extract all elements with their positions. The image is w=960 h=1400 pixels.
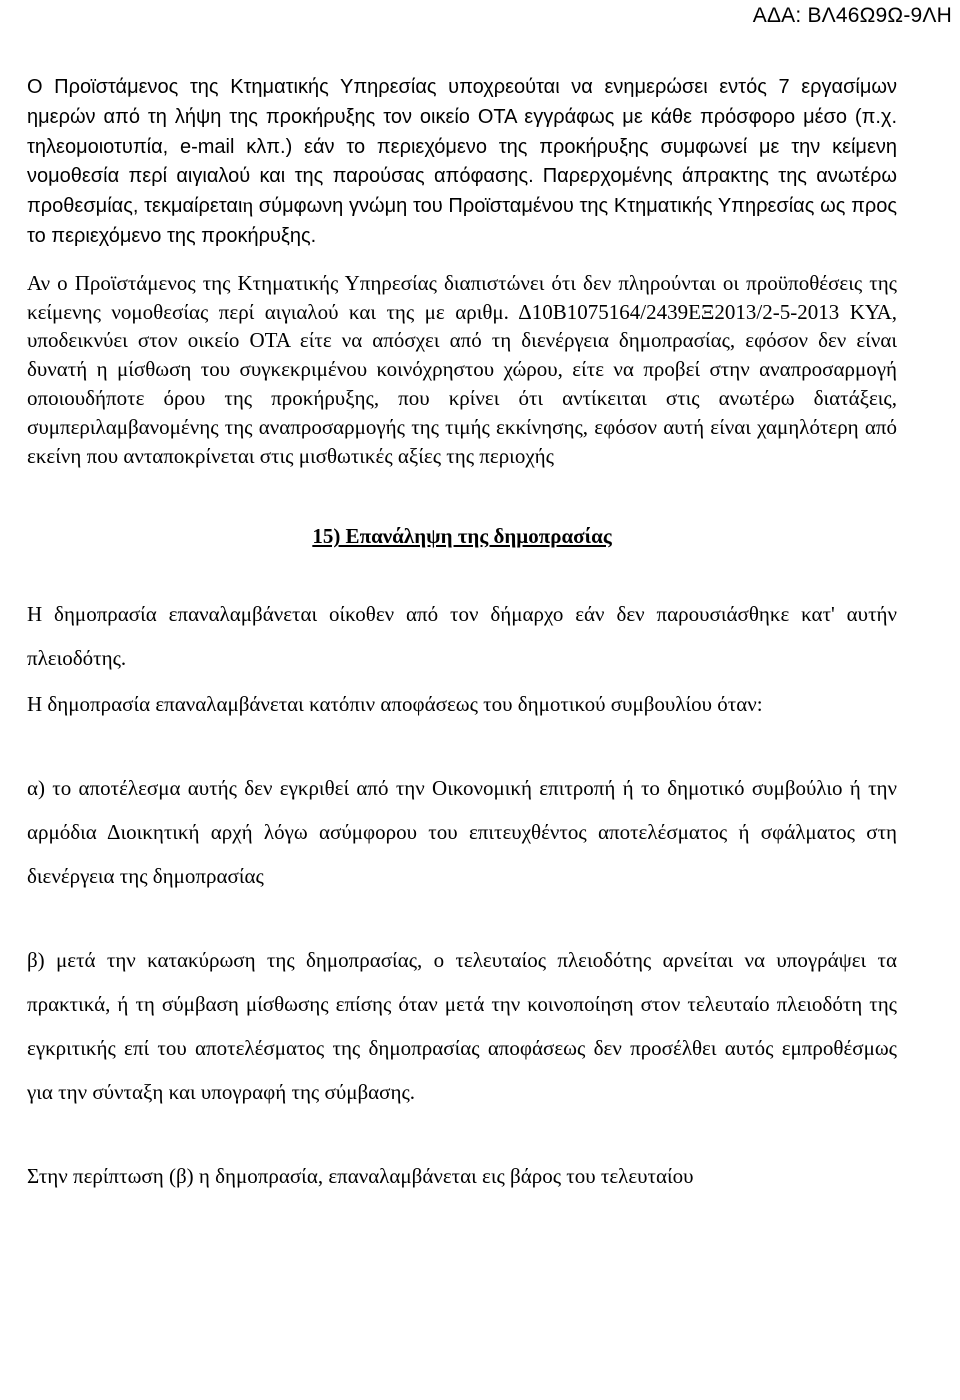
paragraph-case-b: Στην περίπτωση (β) η δημοπρασία, επαναλαμβάνεται εις βάρος του τελευταίου: [27, 1164, 694, 1189]
paragraph-objection: Αν ο Προϊστάμενος της Κτηματικής Υπηρεσίας διαπιστώνει ότι δεν πληρούνται οι προϋποθέσεις της κείμενης νομοθεσίας περί αιγιαλού και της με αριθμ. Δ10Β1075164/2439ΕΞ2013/2-5-2013 ΚΥΑ, υποδεικνύει στον οικείο ΟΤΑ είτε να απόσχει από τη διενέργεια δημοπρασίας, εφόσον δεν είναι δυνατή η μίσθωση του συγκεκριμένου κοινόχρηστου χώρου, είτε να προβεί στην αναπροσαρμογή οποιουδήποτε όρου της προκήρυξης, που κρίνει ότι αντίκειται στις ανωτέρω διατάξεις, συμπεριλαμβανομένης της αναπροσαρμογής της τιμής εκκίνησης, εφόσον αυτή είναι χαμηλότερη από εκείνη που ανταποκρίνεται στις μισθωτικές αξίες της περιοχής: [27, 270, 897, 468]
paragraph-repeat-council: Η δημοπρασία επαναλαμβάνεται κατόπιν αποφάσεως του δημοτικού συμβουλίου όταν:: [27, 692, 763, 717]
section-heading: 15) Επανάληψη της δημοπρασίας: [312, 524, 612, 549]
paragraph-notification-text-d: σύμφωνη γνώμη του Προϊσταμένου της Κτηματικής Υπηρεσίας ως προς το περιεχόμενο της προκήρυξης.: [27, 195, 898, 247]
paragraph-notification-text-a: Ο Προϊστάμενος της Κτηματικής Υπηρεσίας υποχρεούται να ενημερώσει εντός 7 εργασίμων ημερών από τη λήψη της προκήρυξης τον οικείο ΟΤΑ εγγράφως με κάθε πρόσφορο μέσο (π.χ. τηλεομοιοτυπία, e-mail κλπ.) εάν το περιεχόμενο της προκήρυξης συμφωνεί με την κείμενη νομοθεσία περί αιγιαλού και της παρούσας απόφασης.: [27, 76, 897, 188]
paragraph-repeat-no-bidder: Η δημοπρασία επαναλαμβάνεται οίκοθεν από τον δήμαρχο εάν δεν παρουσιάσθηκε κατ' αυτήν πλειοδότης.: [27, 602, 897, 671]
paragraph-notification-text-b: Παρερχομένης άπρακτης της ανωτέρω προθεσμίας, τεκμαίρεται: [27, 165, 897, 218]
list-item-a: α) το αποτέλεσμα αυτής δεν εγκριθεί από την Οικονομική επιτροπή ή το δημοτικό συμβούλιο ή την αρμόδια Διοικητική αρχή λόγω ασύμφορου του επιτευχθέντος αποτελέσματος ή σφάλματος στη διενέργεια της δημοπρασίας: [27, 776, 897, 889]
ada-code: ΑΔΑ: ΒΛ46Ω9Ω-9ΛΗ: [752, 4, 952, 27]
paragraph-notification: [27, 72, 897, 251]
document-body: [27, 72, 897, 1198]
paragraph-notification-text-c: η: [242, 193, 254, 218]
list-item-b: β) μετά την κατακύρωση της δημοπρασίας, ο τελευταίος πλειοδότης αρνείται να υπογράψει τα πρακτικά, ή τη σύμβαση μίσθωσης επίσης όταν μετά την κοινοποίηση στον τελευταίο πλειοδότη της εγκριτικής επί του αποτελέσματος της δημοπρασίας αποφάσεως δεν προσέλθει αυτός εμπροθέσμως για την σύνταξη και υπογραφή της σύμβασης.: [27, 948, 897, 1105]
